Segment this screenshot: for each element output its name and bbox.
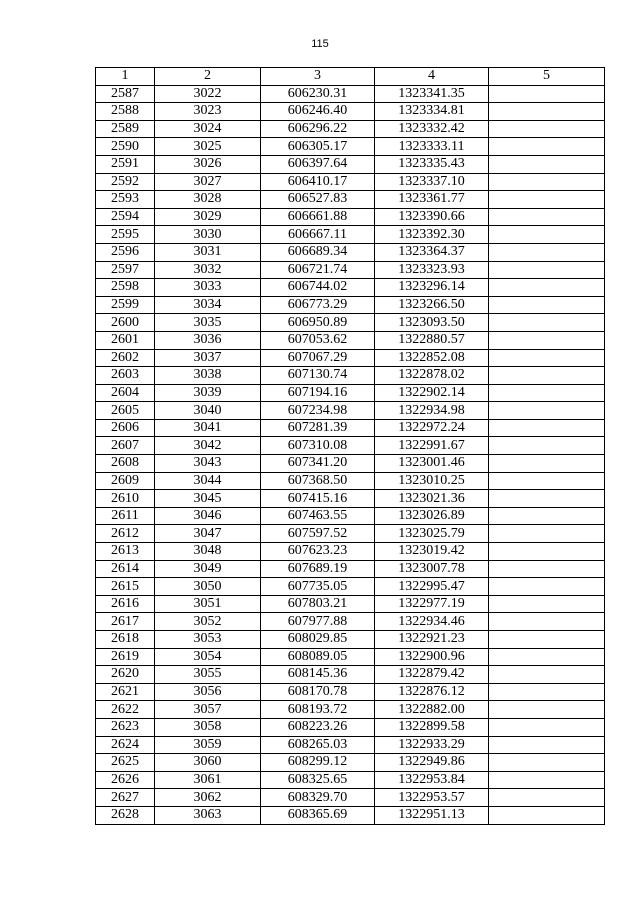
point-number-cell: 3048	[155, 543, 261, 561]
y-coordinate-cell: 1323333.11	[375, 138, 489, 156]
row-number-cell: 2618	[96, 631, 155, 649]
note-cell	[489, 472, 605, 490]
point-number-cell: 3025	[155, 138, 261, 156]
x-coordinate-cell: 607689.19	[261, 560, 375, 578]
x-coordinate-cell: 606296.22	[261, 120, 375, 138]
y-coordinate-cell: 1322933.29	[375, 736, 489, 754]
note-cell	[489, 120, 605, 138]
table-row	[96, 648, 605, 666]
row-number-cell: 2619	[96, 648, 155, 666]
point-number-cell: 3061	[155, 771, 261, 789]
x-coordinate-cell: 608265.03	[261, 736, 375, 754]
row-number-cell: 2627	[96, 789, 155, 807]
note-cell	[489, 771, 605, 789]
y-coordinate-cell: 1323007.78	[375, 560, 489, 578]
note-cell	[489, 261, 605, 279]
x-coordinate-cell: 607310.08	[261, 437, 375, 455]
table-row	[96, 331, 605, 349]
note-cell	[489, 543, 605, 561]
x-coordinate-cell: 606661.88	[261, 208, 375, 226]
note-cell	[489, 666, 605, 684]
point-number-cell: 3051	[155, 595, 261, 613]
y-coordinate-cell: 1323323.93	[375, 261, 489, 279]
row-number-cell: 2599	[96, 296, 155, 314]
table-row	[96, 367, 605, 385]
row-number-cell: 2605	[96, 402, 155, 420]
point-number-cell: 3037	[155, 349, 261, 367]
y-coordinate-cell: 1323334.81	[375, 103, 489, 121]
x-coordinate-cell: 607803.21	[261, 595, 375, 613]
x-coordinate-cell: 606527.83	[261, 191, 375, 209]
row-number-cell: 2587	[96, 85, 155, 103]
row-number-cell: 2610	[96, 490, 155, 508]
row-number-cell: 2622	[96, 701, 155, 719]
y-coordinate-cell: 1323390.66	[375, 208, 489, 226]
table-row	[96, 173, 605, 191]
y-coordinate-cell: 1323392.30	[375, 226, 489, 244]
header-cell-5: 5	[489, 68, 605, 86]
table-row	[96, 226, 605, 244]
note-cell	[489, 243, 605, 261]
note-cell	[489, 367, 605, 385]
y-coordinate-cell: 1322953.57	[375, 789, 489, 807]
row-number-cell: 2602	[96, 349, 155, 367]
point-number-cell: 3059	[155, 736, 261, 754]
point-number-cell: 3022	[155, 85, 261, 103]
x-coordinate-cell: 606744.02	[261, 279, 375, 297]
note-cell	[489, 226, 605, 244]
point-number-cell: 3031	[155, 243, 261, 261]
point-number-cell: 3049	[155, 560, 261, 578]
table-row	[96, 806, 605, 824]
table-row	[96, 543, 605, 561]
row-number-cell: 2589	[96, 120, 155, 138]
table-row	[96, 525, 605, 543]
table-row	[96, 419, 605, 437]
y-coordinate-cell: 1322882.00	[375, 701, 489, 719]
x-coordinate-cell: 608089.05	[261, 648, 375, 666]
note-cell	[489, 718, 605, 736]
row-number-cell: 2600	[96, 314, 155, 332]
x-coordinate-cell: 607977.88	[261, 613, 375, 631]
row-number-cell: 2604	[96, 384, 155, 402]
table-row	[96, 155, 605, 173]
point-number-cell: 3042	[155, 437, 261, 455]
row-number-cell: 2596	[96, 243, 155, 261]
table-row	[96, 384, 605, 402]
x-coordinate-cell: 606773.29	[261, 296, 375, 314]
row-number-cell: 2593	[96, 191, 155, 209]
note-cell	[489, 138, 605, 156]
row-number-cell: 2615	[96, 578, 155, 596]
note-cell	[489, 455, 605, 473]
table-row	[96, 103, 605, 121]
point-number-cell: 3030	[155, 226, 261, 244]
point-number-cell: 3062	[155, 789, 261, 807]
x-coordinate-cell: 607463.55	[261, 507, 375, 525]
row-number-cell: 2623	[96, 718, 155, 736]
note-cell	[489, 279, 605, 297]
table-row	[96, 666, 605, 684]
point-number-cell: 3029	[155, 208, 261, 226]
x-coordinate-cell: 608193.72	[261, 701, 375, 719]
x-coordinate-cell: 608299.12	[261, 754, 375, 772]
note-cell	[489, 384, 605, 402]
y-coordinate-cell: 1322949.86	[375, 754, 489, 772]
row-number-cell: 2590	[96, 138, 155, 156]
point-number-cell: 3033	[155, 279, 261, 297]
row-number-cell: 2601	[96, 331, 155, 349]
point-number-cell: 3043	[155, 455, 261, 473]
note-cell	[489, 402, 605, 420]
point-number-cell: 3055	[155, 666, 261, 684]
point-number-cell: 3041	[155, 419, 261, 437]
row-number-cell: 2611	[96, 507, 155, 525]
point-number-cell: 3035	[155, 314, 261, 332]
row-number-cell: 2594	[96, 208, 155, 226]
x-coordinate-cell: 606721.74	[261, 261, 375, 279]
note-cell	[489, 754, 605, 772]
row-number-cell: 2607	[96, 437, 155, 455]
table-row	[96, 683, 605, 701]
row-number-cell: 2620	[96, 666, 155, 684]
y-coordinate-cell: 1322900.96	[375, 648, 489, 666]
table-row	[96, 718, 605, 736]
x-coordinate-cell: 608029.85	[261, 631, 375, 649]
point-number-cell: 3044	[155, 472, 261, 490]
x-coordinate-cell: 607368.50	[261, 472, 375, 490]
table-row	[96, 490, 605, 508]
y-coordinate-cell: 1323010.25	[375, 472, 489, 490]
page-number: 115	[311, 38, 329, 50]
note-cell	[489, 648, 605, 666]
point-number-cell: 3053	[155, 631, 261, 649]
table-row	[96, 349, 605, 367]
row-number-cell: 2612	[96, 525, 155, 543]
x-coordinate-cell: 607415.16	[261, 490, 375, 508]
point-number-cell: 3047	[155, 525, 261, 543]
row-number-cell: 2591	[96, 155, 155, 173]
point-number-cell: 3058	[155, 718, 261, 736]
x-coordinate-cell: 606410.17	[261, 173, 375, 191]
x-coordinate-cell: 607053.62	[261, 331, 375, 349]
coordinates-table	[95, 67, 605, 825]
note-cell	[489, 560, 605, 578]
point-number-cell: 3027	[155, 173, 261, 191]
x-coordinate-cell: 607281.39	[261, 419, 375, 437]
y-coordinate-cell: 1322977.19	[375, 595, 489, 613]
note-cell	[489, 525, 605, 543]
point-number-cell: 3039	[155, 384, 261, 402]
point-number-cell: 3024	[155, 120, 261, 138]
point-number-cell: 3045	[155, 490, 261, 508]
row-number-cell: 2613	[96, 543, 155, 561]
table-row	[96, 578, 605, 596]
point-number-cell: 3032	[155, 261, 261, 279]
table-row	[96, 85, 605, 103]
point-number-cell: 3028	[155, 191, 261, 209]
point-number-cell: 3052	[155, 613, 261, 631]
x-coordinate-cell: 606689.34	[261, 243, 375, 261]
point-number-cell: 3034	[155, 296, 261, 314]
header-cell-1: 1	[96, 68, 155, 86]
note-cell	[489, 296, 605, 314]
point-number-cell: 3050	[155, 578, 261, 596]
y-coordinate-cell: 1323266.50	[375, 296, 489, 314]
x-coordinate-cell: 606950.89	[261, 314, 375, 332]
note-cell	[489, 85, 605, 103]
note-cell	[489, 155, 605, 173]
y-coordinate-cell: 1323341.35	[375, 85, 489, 103]
row-number-cell: 2621	[96, 683, 155, 701]
row-number-cell: 2606	[96, 419, 155, 437]
table-row	[96, 754, 605, 772]
x-coordinate-cell: 607234.98	[261, 402, 375, 420]
point-number-cell: 3036	[155, 331, 261, 349]
x-coordinate-cell: 606397.64	[261, 155, 375, 173]
table-row	[96, 631, 605, 649]
x-coordinate-cell: 606246.40	[261, 103, 375, 121]
row-number-cell: 2592	[96, 173, 155, 191]
point-number-cell: 3063	[155, 806, 261, 824]
y-coordinate-cell: 1322876.12	[375, 683, 489, 701]
y-coordinate-cell: 1323364.37	[375, 243, 489, 261]
x-coordinate-cell: 607194.16	[261, 384, 375, 402]
table-body	[96, 85, 605, 824]
table-row	[96, 243, 605, 261]
row-number-cell: 2588	[96, 103, 155, 121]
table-row	[96, 138, 605, 156]
table-row	[96, 560, 605, 578]
x-coordinate-cell: 606305.17	[261, 138, 375, 156]
table-row	[96, 507, 605, 525]
row-number-cell: 2595	[96, 226, 155, 244]
y-coordinate-cell: 1323337.10	[375, 173, 489, 191]
note-cell	[489, 173, 605, 191]
y-coordinate-cell: 1323001.46	[375, 455, 489, 473]
table-row	[96, 296, 605, 314]
x-coordinate-cell: 607735.05	[261, 578, 375, 596]
note-cell	[489, 631, 605, 649]
table-row	[96, 701, 605, 719]
point-number-cell: 3038	[155, 367, 261, 385]
row-number-cell: 2608	[96, 455, 155, 473]
point-number-cell: 3057	[155, 701, 261, 719]
row-number-cell: 2598	[96, 279, 155, 297]
note-cell	[489, 613, 605, 631]
y-coordinate-cell: 1322995.47	[375, 578, 489, 596]
header-row	[96, 68, 605, 86]
point-number-cell: 3026	[155, 155, 261, 173]
y-coordinate-cell: 1322951.13	[375, 806, 489, 824]
row-number-cell: 2616	[96, 595, 155, 613]
y-coordinate-cell: 1323335.43	[375, 155, 489, 173]
row-number-cell: 2597	[96, 261, 155, 279]
x-coordinate-cell: 607067.29	[261, 349, 375, 367]
y-coordinate-cell: 1322902.14	[375, 384, 489, 402]
y-coordinate-cell: 1323093.50	[375, 314, 489, 332]
note-cell	[489, 331, 605, 349]
note-cell	[489, 437, 605, 455]
table-row	[96, 437, 605, 455]
y-coordinate-cell: 1322878.02	[375, 367, 489, 385]
note-cell	[489, 701, 605, 719]
table-row	[96, 279, 605, 297]
table-row	[96, 208, 605, 226]
x-coordinate-cell: 608329.70	[261, 789, 375, 807]
row-number-cell: 2617	[96, 613, 155, 631]
table-row	[96, 789, 605, 807]
header-cell-2: 2	[155, 68, 261, 86]
note-cell	[489, 683, 605, 701]
row-number-cell: 2614	[96, 560, 155, 578]
table-row	[96, 472, 605, 490]
table-row	[96, 736, 605, 754]
table-row	[96, 613, 605, 631]
y-coordinate-cell: 1323296.14	[375, 279, 489, 297]
y-coordinate-cell: 1322934.98	[375, 402, 489, 420]
y-coordinate-cell: 1323026.89	[375, 507, 489, 525]
point-number-cell: 3054	[155, 648, 261, 666]
y-coordinate-cell: 1322972.24	[375, 419, 489, 437]
x-coordinate-cell: 607130.74	[261, 367, 375, 385]
note-cell	[489, 490, 605, 508]
row-number-cell: 2625	[96, 754, 155, 772]
y-coordinate-cell: 1322934.46	[375, 613, 489, 631]
x-coordinate-cell: 608365.69	[261, 806, 375, 824]
note-cell	[489, 736, 605, 754]
note-cell	[489, 595, 605, 613]
x-coordinate-cell: 606667.11	[261, 226, 375, 244]
note-cell	[489, 789, 605, 807]
header-cell-3: 3	[261, 68, 375, 86]
x-coordinate-cell: 607597.52	[261, 525, 375, 543]
table-header	[96, 68, 605, 86]
y-coordinate-cell: 1323332.42	[375, 120, 489, 138]
x-coordinate-cell: 608325.65	[261, 771, 375, 789]
header-cell-4: 4	[375, 68, 489, 86]
y-coordinate-cell: 1323361.77	[375, 191, 489, 209]
y-coordinate-cell: 1322991.67	[375, 437, 489, 455]
x-coordinate-cell: 607623.23	[261, 543, 375, 561]
note-cell	[489, 507, 605, 525]
point-number-cell: 3046	[155, 507, 261, 525]
note-cell	[489, 419, 605, 437]
x-coordinate-cell: 607341.20	[261, 455, 375, 473]
note-cell	[489, 314, 605, 332]
row-number-cell: 2628	[96, 806, 155, 824]
table-row	[96, 771, 605, 789]
table-row	[96, 455, 605, 473]
x-coordinate-cell: 606230.31	[261, 85, 375, 103]
row-number-cell: 2609	[96, 472, 155, 490]
note-cell	[489, 806, 605, 824]
table-row	[96, 402, 605, 420]
point-number-cell: 3060	[155, 754, 261, 772]
table-row	[96, 120, 605, 138]
y-coordinate-cell: 1322953.84	[375, 771, 489, 789]
y-coordinate-cell: 1323021.36	[375, 490, 489, 508]
y-coordinate-cell: 1323025.79	[375, 525, 489, 543]
table-row	[96, 595, 605, 613]
note-cell	[489, 191, 605, 209]
note-cell	[489, 208, 605, 226]
table-row	[96, 314, 605, 332]
y-coordinate-cell: 1322880.57	[375, 331, 489, 349]
note-cell	[489, 103, 605, 121]
y-coordinate-cell: 1322879.42	[375, 666, 489, 684]
y-coordinate-cell: 1323019.42	[375, 543, 489, 561]
point-number-cell: 3056	[155, 683, 261, 701]
row-number-cell: 2626	[96, 771, 155, 789]
table-row	[96, 261, 605, 279]
table-row	[96, 191, 605, 209]
y-coordinate-cell: 1322852.08	[375, 349, 489, 367]
x-coordinate-cell: 608145.36	[261, 666, 375, 684]
y-coordinate-cell: 1322921.23	[375, 631, 489, 649]
point-number-cell: 3023	[155, 103, 261, 121]
y-coordinate-cell: 1322899.58	[375, 718, 489, 736]
point-number-cell: 3040	[155, 402, 261, 420]
x-coordinate-cell: 608223.26	[261, 718, 375, 736]
row-number-cell: 2603	[96, 367, 155, 385]
x-coordinate-cell: 608170.78	[261, 683, 375, 701]
note-cell	[489, 349, 605, 367]
row-number-cell: 2624	[96, 736, 155, 754]
note-cell	[489, 578, 605, 596]
